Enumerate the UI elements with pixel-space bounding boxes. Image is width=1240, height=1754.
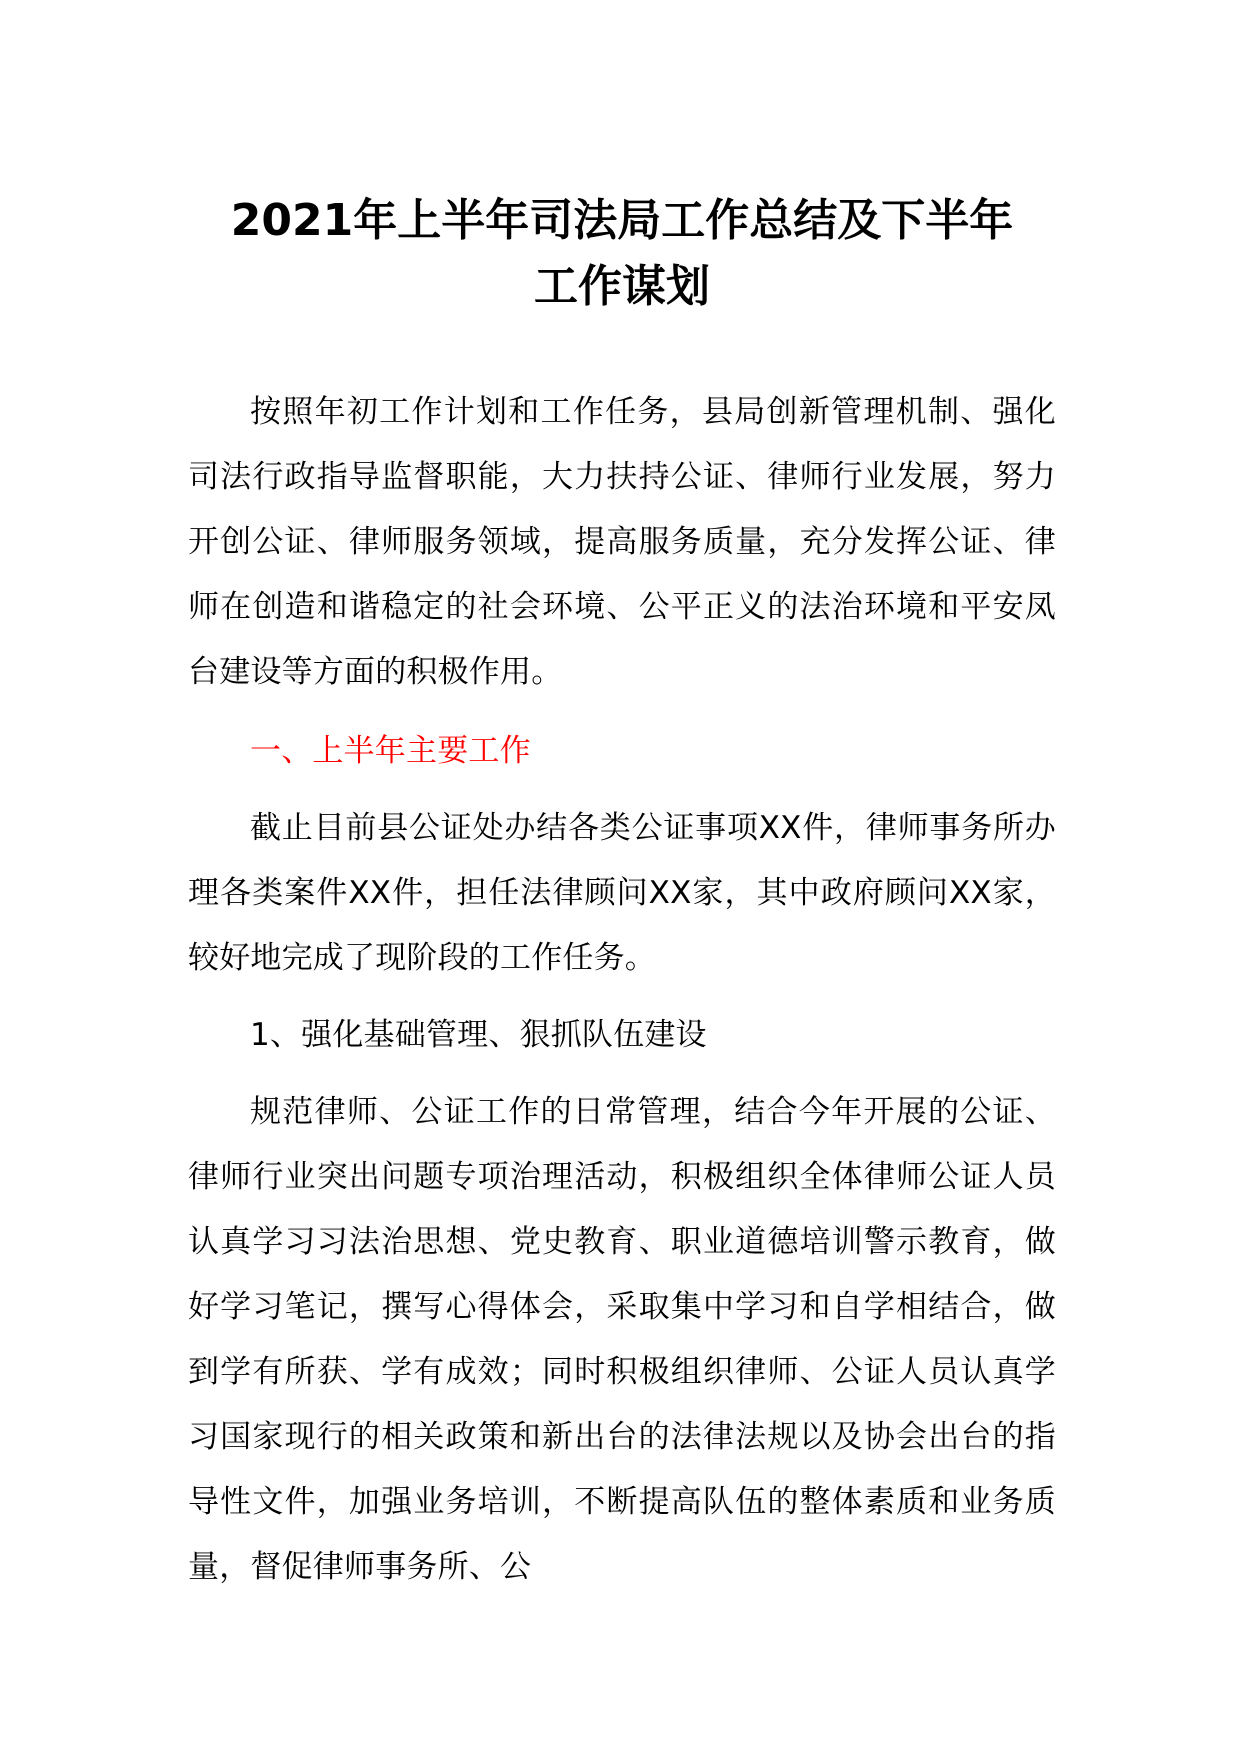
intro-paragraph: 按照年初工作计划和工作任务，县局创新管理机制、强化司法行政指导监督职能，大力扶持公证、律师行业发展，努力开创公证、律师服务领域，提高服务质量，充分发挥公证、律师在创造和谐稳定的社会环境、公平正义的法治环境和平安凤台建设等方面的积极作用。 [188, 394, 1056, 690]
subsection-body-paragraph: 规范律师、公证工作的日常管理，结合今年开展的公证、律师行业突出问题专项治理活动，积极组织全体律师公证人员认真学习习法治思想、党史教育、职业道德培训警示教育，做好学习笔记，撰写心得体会，采取集中学习和自学相结合，做到学有所获、学有成效；同时积极组织律师、公证人员认真学习国家现行的相关政策和新出台的法律法规以及协会出台的指导性文件，加强业务培训，不断提高队伍的整体素质和业务质量，督促律师事务所、公 [188, 1094, 1056, 1585]
title-line-1: 2021年上半年司法局工作总结及下半年 [230, 195, 1014, 246]
title-line-2: 工作谋划 [534, 261, 710, 312]
document-page [188, 188, 1056, 1600]
subsection-heading: 1、强化基础管理、狠抓队伍建设 [250, 1017, 707, 1053]
section-summary-paragraph: 截止目前县公证处办结各类公证事项XX件，律师事务所办理各类案件XX件，担任法律顾问XX家，其中政府顾问XX家，较好地完成了现阶段的工作任务。 [188, 810, 1056, 976]
section-heading: 一、上半年主要工作 [250, 733, 531, 769]
document-title [188, 188, 1056, 320]
